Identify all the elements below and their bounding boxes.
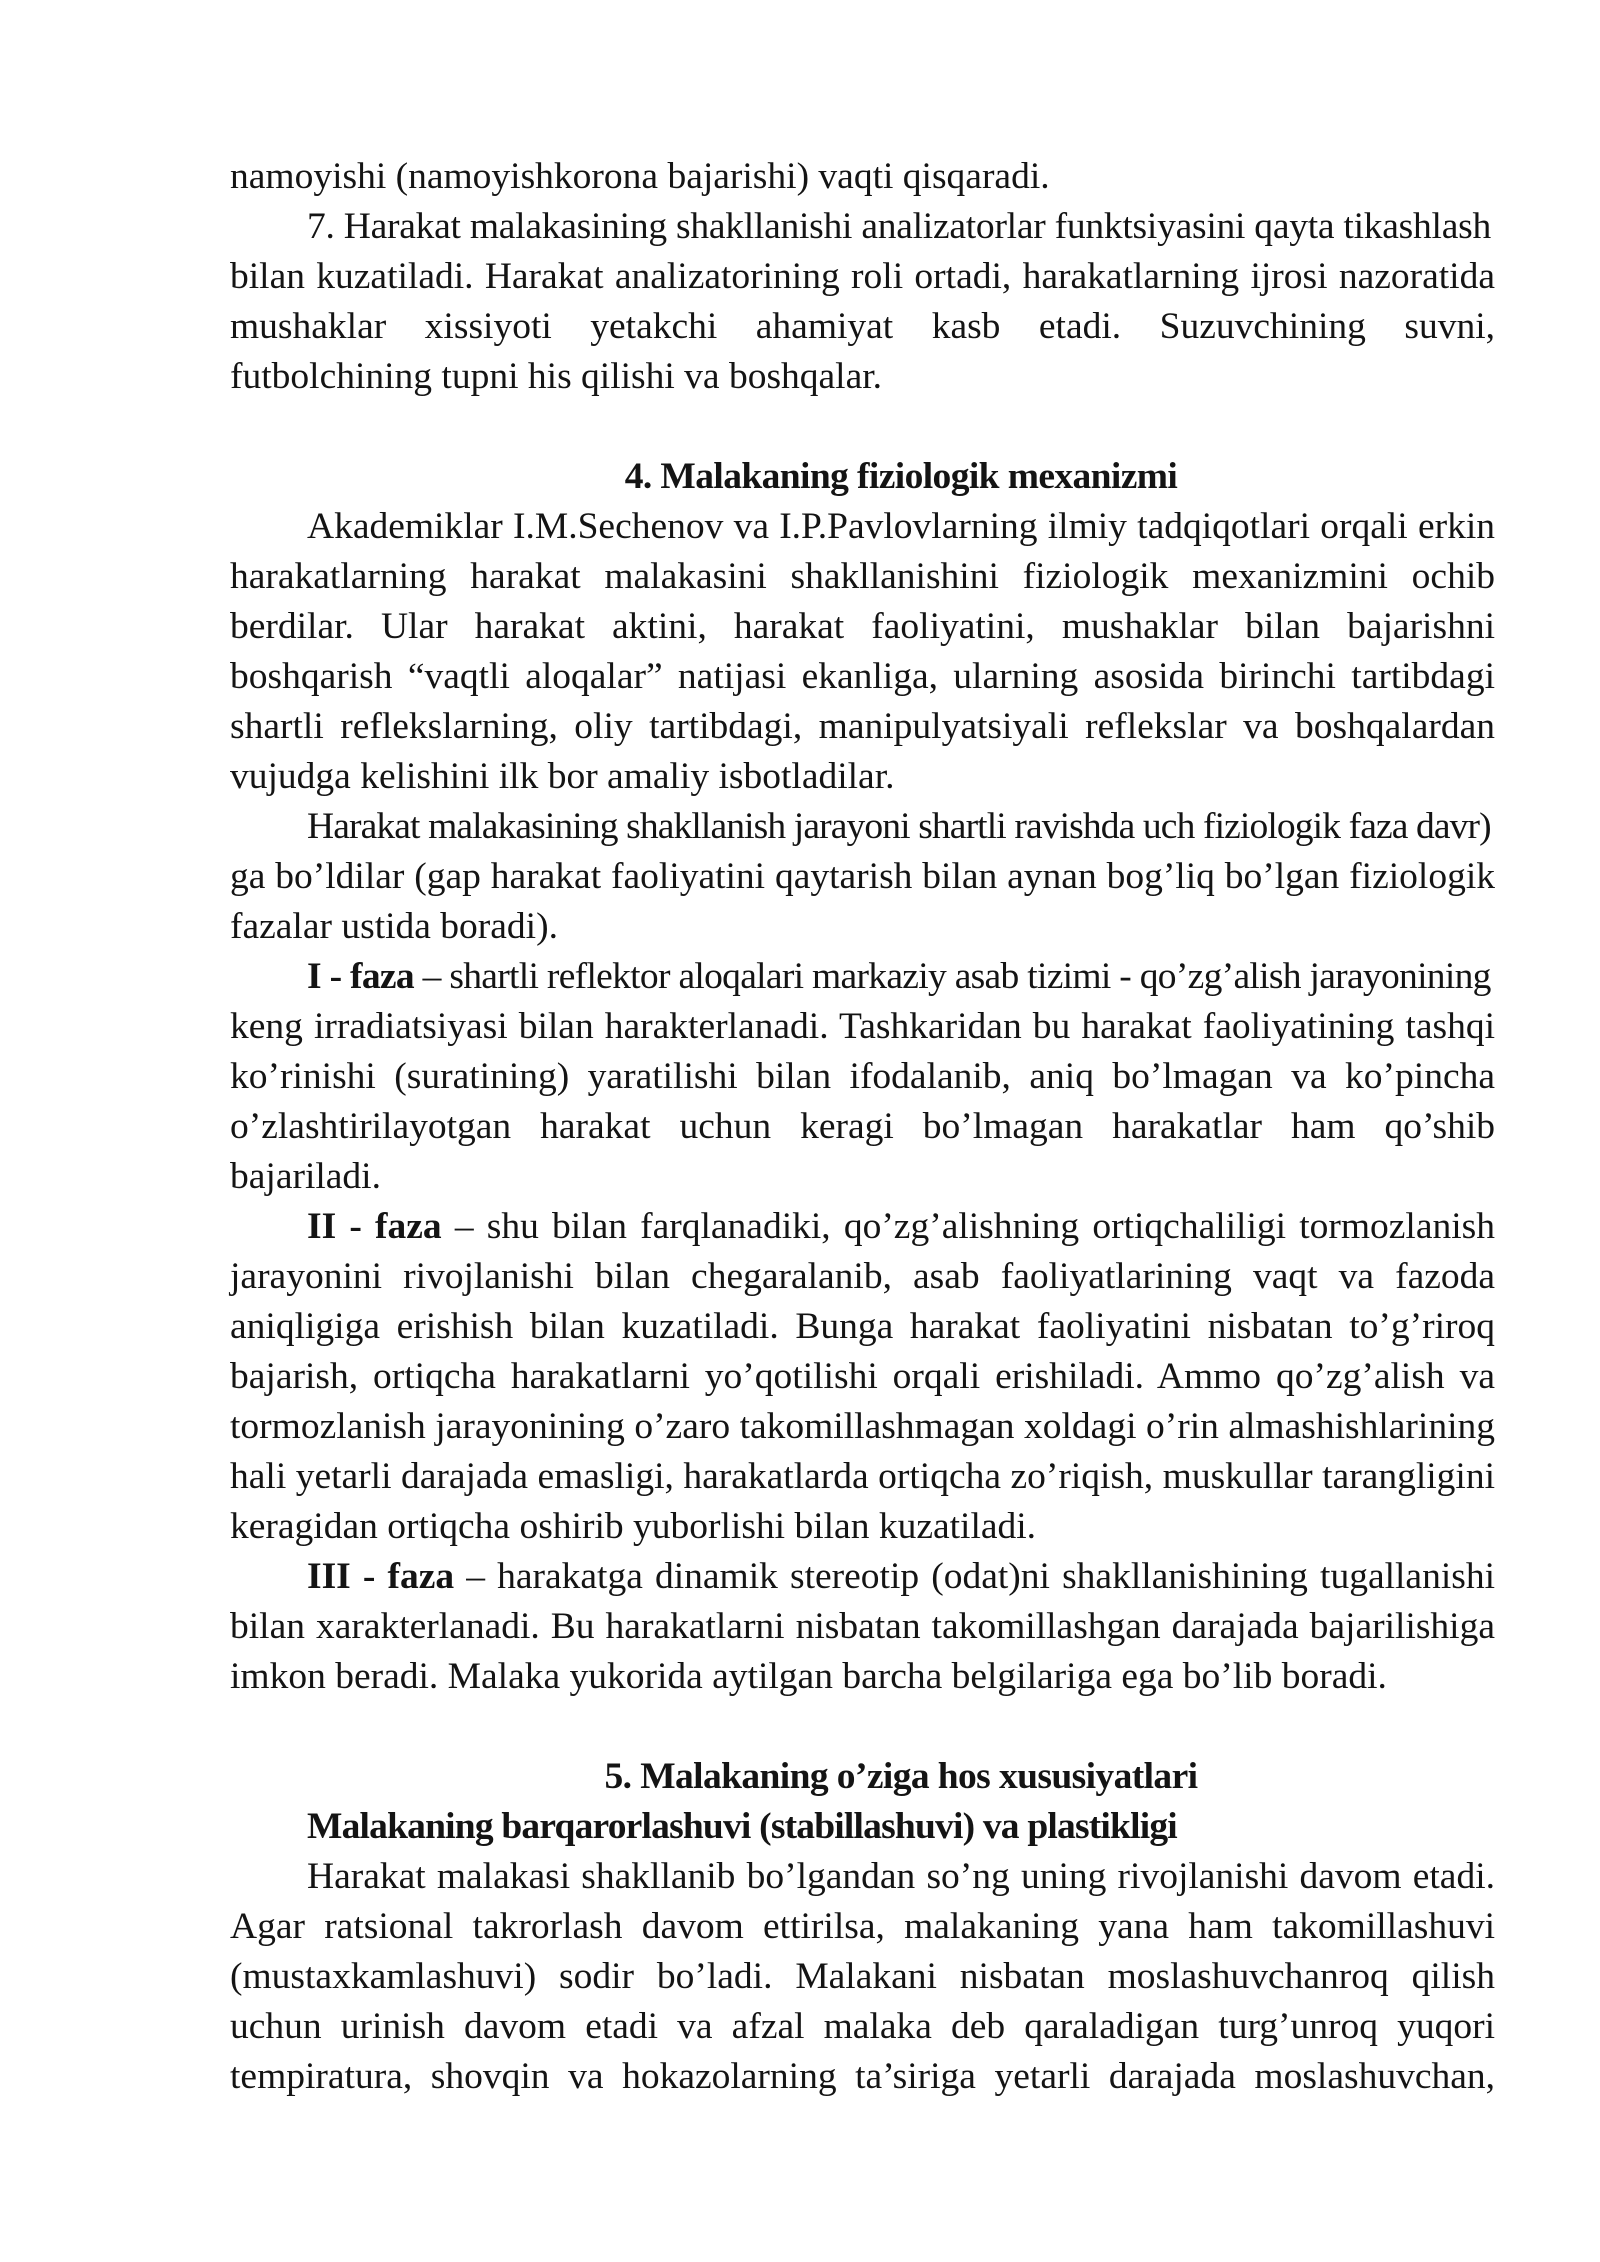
text-line	[230, 802, 1495, 852]
paragraph	[230, 952, 1495, 1202]
text-line	[230, 202, 1495, 252]
line-text: o’zlashtirilayotgan harakat uchun keragi bo’lmagan harakatlar ham qo’shib	[230, 1106, 1495, 1147]
paragraph	[230, 202, 1495, 402]
line-text: uchun urinish davom etadi va afzal malaka deb qaraladigan turg’unroq yuqori	[230, 2006, 1495, 2047]
text-line	[230, 1202, 1495, 1252]
text-line	[230, 1152, 1495, 1202]
line-text: shartli reflekslarning, oliy tartibdagi, manipulyatsiyali reflekslar va boshqalardan	[230, 706, 1495, 747]
section	[230, 1752, 1495, 2102]
section-heading: 4. Malakaning fiziologik mexanizmi	[624, 456, 1178, 497]
text-line	[230, 1552, 1495, 1602]
page-body	[230, 152, 1495, 2102]
line-text: (mustaxkamlashuvi) sodir bo’ladi. Malakani nisbatan moslashuvchanroq qilish	[230, 1956, 1495, 1997]
line-text: namoyishi (namoyishkorona bajarishi) vaqti qisqaradi.	[230, 156, 1050, 197]
line-text: ga bo’ldilar (gap harakat faoliyatini qaytarish bilan aynan bog’liq bo’lgan fiziologik	[230, 856, 1495, 897]
text-line	[230, 2002, 1495, 2052]
text-line	[230, 1402, 1495, 1452]
line-text: imkon beradi. Malaka yukorida aytilgan barcha belgilariga ega bo’lib boradi.	[230, 1656, 1387, 1697]
text-line	[230, 1852, 1495, 1902]
text-line	[230, 502, 1495, 552]
text-line	[230, 1452, 1495, 1502]
line-text: jarayonini rivojlanishi bilan chegaralanib, asab faoliyatlarining vaqt va fazoda	[230, 1256, 1495, 1297]
line-text: Harakat malakasi shakllanib bo’lgandan so’ng uning rivojlanishi davom etadi.	[307, 1856, 1495, 1897]
paragraph	[230, 1552, 1495, 1702]
text-line	[230, 1502, 1495, 1552]
line-text: vujudga kelishini ilk bor amaliy isbotladilar.	[230, 756, 895, 797]
text-line	[230, 952, 1495, 1002]
text-line	[230, 552, 1495, 602]
line-text: mushaklar xissiyoti yetakchi ahamiyat kasb etadi. Suzuvchining suvni,	[230, 306, 1495, 347]
continued-section	[230, 152, 1495, 402]
text-line	[230, 2052, 1495, 2102]
section-heading: 5. Malakaning o’ziga hos xususiyatlari	[604, 1756, 1198, 1797]
line-text: hali yetarli darajada emasligi, harakatlarda ortiqcha zo’riqish, muskullar tarangligini	[230, 1456, 1495, 1497]
line-text: bajariladi.	[230, 1156, 381, 1197]
text-line	[230, 1252, 1495, 1302]
text-line	[230, 1002, 1495, 1052]
paragraph	[230, 1202, 1495, 1552]
text-line	[230, 352, 1495, 402]
paragraph	[230, 152, 1495, 202]
line-text: – shartli reflektor aloqalari markaziy asab tizimi - qo’zg’alish jarayonining	[422, 956, 1491, 997]
text-line	[230, 1352, 1495, 1402]
line-text: – shu bilan farqlanadiki, qo’zg’alishning ortiqchaliligi tormozlanish	[454, 1206, 1496, 1247]
text-line	[230, 1052, 1495, 1102]
text-line	[230, 752, 1495, 802]
line-text: tormozlanish jarayonining o’zaro takomillashmagan xoldagi o’rin almashishlarining	[230, 1406, 1495, 1447]
subsection-heading: Malakaning barqarorlashuvi (stabillashuvi) va plastikligi	[307, 1806, 1177, 1847]
text-line	[230, 1652, 1495, 1702]
paragraph	[230, 502, 1495, 802]
text-line	[230, 652, 1495, 702]
line-text: – harakatga dinamik stereotip (odat)ni shakllanishining tugallanishi	[466, 1556, 1495, 1597]
line-text: Agar ratsional takrorlash davom ettirilsa, malakaning yana ham takomillashuvi	[230, 1906, 1495, 1947]
text-line	[230, 152, 1495, 202]
text-line	[230, 302, 1495, 352]
line-text: ko’rinishi (suratining) yaratilishi bilan ifodalanib, aniq bo’lmagan va ko’pincha	[230, 1056, 1495, 1097]
text-line	[230, 1302, 1495, 1352]
line-text: Akademiklar I.M.Sechenov va I.P.Pavlovlarning ilmiy tadqiqotlari orqali erkin	[307, 506, 1495, 547]
phase-label: II - faza	[307, 1206, 442, 1247]
paragraph	[230, 802, 1495, 952]
text-line	[230, 602, 1495, 652]
phase-label: III - faza	[307, 1556, 455, 1597]
line-text: Harakat malakasining shakllanish jarayoni shartli ravishda uch fiziologik faza davr)	[307, 806, 1491, 847]
line-text: keng irradiatsiyasi bilan harakterlanadi. Tashkaridan bu harakat faoliyatining tashqi	[230, 1006, 1495, 1047]
line-text: boshqarish “vaqtli aloqalar” natijasi ekanliga, ularning asosida birinchi tartibdagi	[230, 656, 1495, 697]
line-text: tempiratura, shovqin va hokazolarning ta’siriga yetarli darajada moslashuvchan,	[230, 2056, 1495, 2097]
text-line	[230, 852, 1495, 902]
line-text: berdilar. Ular harakat aktini, harakat faoliyatini, mushaklar bilan bajarishni	[230, 606, 1495, 647]
text-line	[230, 1102, 1495, 1152]
line-text: futbolchining tupni his qilishi va boshqalar.	[230, 356, 883, 397]
line-text: bajarish, ortiqcha harakatlarni yo’qotilishi orqali erishiladi. Ammo qo’zg’alish va	[230, 1356, 1495, 1397]
text-line	[230, 902, 1495, 952]
text-line	[230, 252, 1495, 302]
paragraph	[230, 1852, 1495, 2102]
text-line	[230, 702, 1495, 752]
line-text: harakatlarning harakat malakasini shakllanishini fiziologik mexanizmini ochib	[230, 556, 1495, 597]
phase-label: I - faza	[307, 956, 414, 997]
line-text: bilan xarakterlanadi. Bu harakatlarni nisbatan takomillashgan darajada bajarilishiga	[230, 1606, 1495, 1647]
text-line	[230, 1602, 1495, 1652]
line-text: keragidan ortiqcha oshirib yuborlishi bilan kuzatiladi.	[230, 1506, 1037, 1547]
text-line	[230, 1902, 1495, 1952]
line-text: 7. Harakat malakasining shakllanishi analizatorlar funktsiyasini qayta tikashlash	[307, 206, 1491, 247]
text-line	[230, 1952, 1495, 2002]
line-text: aniqligiga erishish bilan kuzatiladi. Bunga harakat faoliyatini nisbatan to’g’riroq	[230, 1306, 1495, 1347]
line-text: bilan kuzatiladi. Harakat analizatorining roli ortadi, harakatlarning ijrosi nazoratida	[230, 256, 1495, 297]
section	[230, 452, 1495, 1702]
line-text: fazalar ustida boradi).	[230, 906, 558, 947]
